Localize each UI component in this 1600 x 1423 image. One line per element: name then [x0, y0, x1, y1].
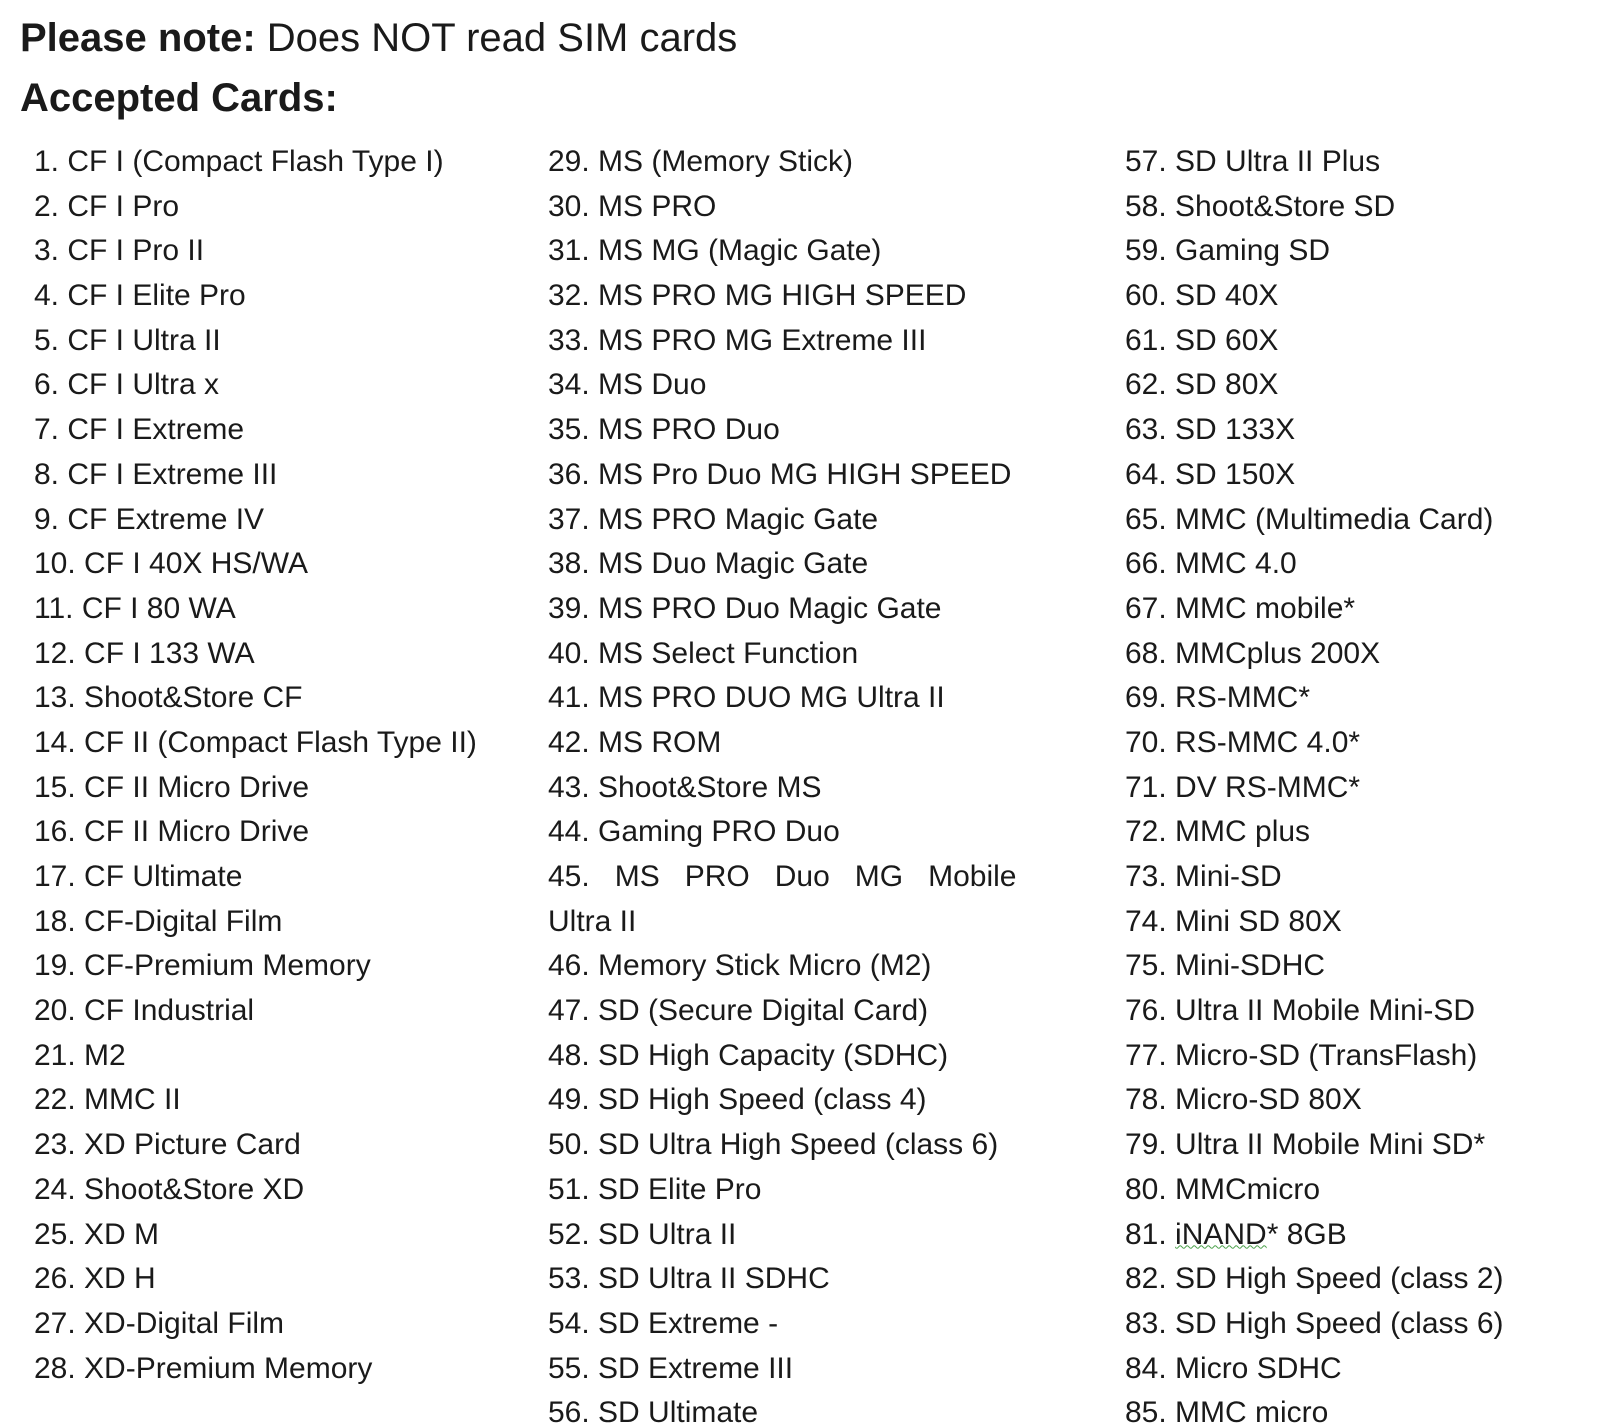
card-list-item: 67. MMC mobile*: [1125, 591, 1356, 625]
card-list-item: 50. SD Ultra High Speed (class 6): [548, 1128, 999, 1162]
card-list-item: 53. SD Ultra II SDHC: [548, 1262, 830, 1296]
card-list-item: 45. MS PRO Duo MG Mobile: [548, 860, 1017, 893]
card-list-item: 71. DV RS-MMC*: [1125, 770, 1361, 804]
card-list-item: 40. MS Select Function: [548, 636, 859, 670]
card-list-item: 56. SD Ultimate: [548, 1396, 759, 1423]
card-list-item: 42. MS ROM: [548, 725, 722, 759]
note-label: Please note:: [20, 16, 256, 60]
card-list-item: 7. CF I Extreme: [34, 413, 245, 447]
card-list-item: 22. MMC II: [34, 1083, 181, 1117]
card-list-item: 78. Micro-SD 80X: [1125, 1083, 1362, 1117]
card-list-item: 14. CF II (Compact Flash Type II): [34, 725, 477, 759]
card-list-item: 27. XD-Digital Film: [34, 1306, 285, 1340]
card-list-item: 48. SD High Capacity (SDHC): [548, 1038, 949, 1072]
card-list-item: 36. MS Pro Duo MG HIGH SPEED: [548, 457, 1012, 491]
card-list-item: 26. XD H: [34, 1262, 156, 1296]
card-list-item: 65. MMC (Multimedia Card): [1125, 502, 1494, 536]
card-list-item: 52. SD Ultra II: [548, 1217, 737, 1251]
card-list-item: 43. Shoot&Store MS: [548, 770, 822, 804]
card-list-item: 9. CF Extreme IV: [34, 502, 265, 536]
card-list-item: 70. RS-MMC 4.0*: [1125, 725, 1361, 759]
card-list-item: 31. MS MG (Magic Gate): [548, 234, 882, 268]
card-list-item: 60. SD 40X: [1125, 279, 1279, 313]
card-list-item: 63. SD 133X: [1125, 413, 1296, 447]
card-list-item: 66. MMC 4.0: [1125, 547, 1297, 581]
card-list-item: 5. CF I Ultra II: [34, 323, 221, 357]
card-list-item: 10. CF I 40X HS/WA: [34, 547, 308, 581]
card-list-item: 80. MMCmicro: [1125, 1172, 1321, 1206]
card-list-item: 32. MS PRO MG HIGH SPEED: [548, 279, 967, 313]
card-list-item: 18. CF-Digital Film: [34, 904, 283, 938]
card-list-item: 79. Ultra II Mobile Mini SD*: [1125, 1128, 1486, 1162]
card-list-item: 2. CF I Pro: [34, 189, 180, 223]
card-list-item: 81. iNAND* 8GB: [1125, 1217, 1347, 1251]
card-list-item: 20. CF Industrial: [34, 994, 255, 1028]
card-list-item: 85. MMC micro: [1125, 1396, 1329, 1423]
card-list-column-1: [34, 140, 477, 1391]
card-list-item: 54. SD Extreme -: [548, 1306, 779, 1340]
accepted-cards-heading: Accepted Cards:: [20, 76, 338, 120]
card-list-item: Ultra II: [548, 904, 637, 938]
card-list-item: 1. CF I (Compact Flash Type I): [34, 145, 444, 178]
card-list-item: 29. MS (Memory Stick): [548, 145, 854, 178]
card-list-item: 34. MS Duo: [548, 368, 707, 402]
card-list-item: 23. XD Picture Card: [34, 1128, 301, 1162]
card-list-item: 24. Shoot&Store XD: [34, 1172, 305, 1206]
card-list-item: 3. CF I Pro II: [34, 234, 205, 268]
card-list-item: 41. MS PRO DUO MG Ultra II: [548, 681, 945, 715]
card-list-item: 44. Gaming PRO Duo: [548, 815, 840, 849]
card-list-item: 37. MS PRO Magic Gate: [548, 502, 879, 536]
card-list-item: 21. M2: [34, 1038, 126, 1072]
card-list-item: 64. SD 150X: [1125, 457, 1296, 491]
card-list-item: 39. MS PRO Duo Magic Gate: [548, 591, 942, 625]
card-list-item: 59. Gaming SD: [1125, 234, 1331, 268]
card-list-item: 62. SD 80X: [1125, 368, 1279, 402]
card-list-item: 76. Ultra II Mobile Mini-SD: [1125, 994, 1476, 1028]
card-list-item: 82. SD High Speed (class 2): [1125, 1262, 1504, 1296]
card-list-item: 16. CF II Micro Drive: [34, 815, 310, 849]
card-list-item: 12. CF I 133 WA: [34, 636, 255, 670]
card-list-item: 8. CF I Extreme III: [34, 457, 278, 491]
card-list-item: 55. SD Extreme III: [548, 1351, 794, 1385]
card-list-item: 57. SD Ultra II Plus: [1125, 145, 1381, 178]
card-list-column-2: [548, 140, 1016, 1423]
card-list-item: 38. MS Duo Magic Gate: [548, 547, 869, 581]
card-list-item: 73. Mini-SD: [1125, 860, 1282, 893]
card-list-column-3: [1125, 140, 1504, 1423]
card-list-item: 74. Mini SD 80X: [1125, 904, 1342, 938]
card-list-item: 61. SD 60X: [1125, 323, 1279, 357]
card-list-item: 69. RS-MMC*: [1125, 681, 1311, 715]
card-list-item: 46. Memory Stick Micro (M2): [548, 949, 932, 983]
card-list-item: 84. Micro SDHC: [1125, 1351, 1342, 1385]
card-list-item: 49. SD High Speed (class 4): [548, 1083, 927, 1117]
card-list-item: 47. SD (Secure Digital Card): [548, 994, 929, 1028]
card-list-item: 17. CF Ultimate: [34, 860, 243, 893]
card-list-item: 25. XD M: [34, 1217, 160, 1251]
card-list-item: 35. MS PRO Duo: [548, 413, 780, 447]
card-list-item: 30. MS PRO: [548, 189, 717, 223]
card-list-item: 83. SD High Speed (class 6): [1125, 1306, 1504, 1340]
card-list-item: 51. SD Elite Pro: [548, 1172, 762, 1206]
card-list-item: 75. Mini-SDHC: [1125, 949, 1326, 983]
note-line: [20, 10, 737, 66]
spellcheck-underline: iNAND: [1175, 1217, 1267, 1251]
card-list-item: 72. MMC plus: [1125, 815, 1311, 849]
card-list-item: 77. Micro-SD (TransFlash): [1125, 1038, 1478, 1072]
card-list-item: 11. CF I 80 WA: [34, 591, 236, 625]
card-list-item: 58. Shoot&Store SD: [1125, 189, 1396, 223]
card-list-item: 15. CF II Micro Drive: [34, 770, 310, 804]
card-list-item: 28. XD-Premium Memory: [34, 1351, 373, 1385]
card-list-item: 13. Shoot&Store CF: [34, 681, 303, 715]
card-list-item: 19. CF-Premium Memory: [34, 949, 371, 983]
card-list-item: 6. CF I Ultra x: [34, 368, 220, 402]
note-text: Does NOT read SIM cards: [255, 16, 738, 60]
card-list-item: 33. MS PRO MG Extreme III: [548, 323, 927, 357]
card-list-item: 68. MMCplus 200X: [1125, 636, 1381, 670]
card-list-item: 4. CF I Elite Pro: [34, 279, 246, 313]
